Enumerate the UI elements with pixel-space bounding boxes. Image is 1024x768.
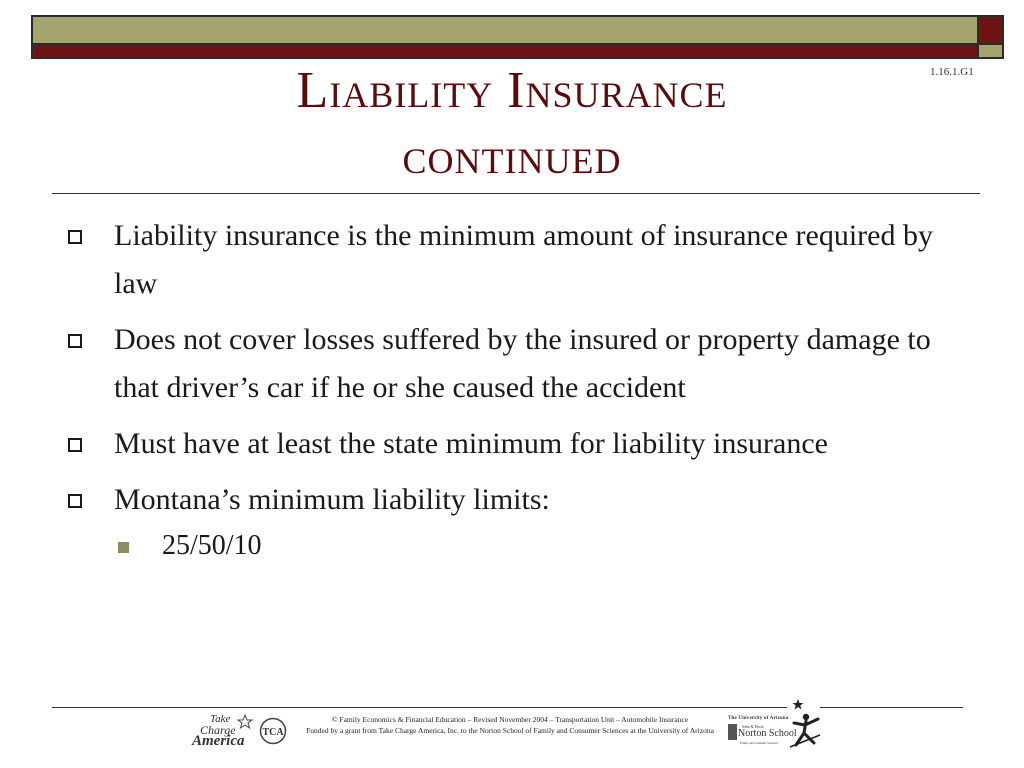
building-icon bbox=[728, 724, 737, 740]
header-bar-olive bbox=[31, 15, 979, 45]
norton-school-logo bbox=[728, 716, 797, 750]
footer-line2: Funded by a grant from Take Charge America, Inc. to the Norton School of Family and Consumer Sciences at the University of Arizona bbox=[306, 726, 714, 735]
logo-tca-line2: Charge bbox=[200, 723, 236, 737]
logo-circle-text: TCA bbox=[262, 727, 284, 738]
hollow-square-bullet-icon bbox=[68, 230, 82, 244]
title-divider bbox=[52, 193, 980, 194]
header-bar-red bbox=[31, 45, 979, 59]
header-corner-red bbox=[979, 15, 1004, 45]
bullet-text: Montana’s minimum liability limits: bbox=[114, 483, 550, 516]
bullet-item bbox=[62, 316, 982, 412]
hollow-square-bullet-icon bbox=[68, 438, 82, 452]
footer-credits bbox=[290, 714, 730, 736]
slide-title-line2: continued bbox=[402, 128, 622, 185]
slide-title bbox=[150, 58, 874, 190]
footer-line1: © Family Economics & Financial Education – Revised November 2004 – Transportation Unit – Automobile Insurance bbox=[331, 715, 689, 724]
logo-uofa-line3: Norton School bbox=[738, 728, 797, 739]
bullet-item bbox=[62, 212, 982, 308]
tca-star-icon bbox=[237, 714, 253, 730]
bullet-text: Liability insurance is the minimum amount of insurance required by law bbox=[114, 219, 933, 300]
footer-divider-right bbox=[820, 707, 963, 708]
tca-circle-logo-icon bbox=[259, 717, 287, 745]
slide-code: 1.16.1.G1 bbox=[930, 66, 974, 78]
logo-uofa-line4: Family and Consumer Sciences bbox=[740, 741, 778, 745]
slide-body bbox=[62, 212, 982, 566]
footer-divider-left bbox=[52, 707, 787, 708]
logo-uofa-line1: The University of Arizona bbox=[728, 716, 789, 721]
header-corner-olive bbox=[979, 45, 1004, 59]
hollow-square-bullet-icon bbox=[68, 334, 82, 348]
slide-title-line1: Liability Insurance bbox=[296, 62, 728, 119]
logo-tca-line3: America bbox=[192, 733, 245, 749]
bullet-text: Must have at least the state minimum for liability insurance bbox=[114, 427, 828, 460]
filled-square-bullet-icon bbox=[118, 542, 129, 553]
hollow-square-bullet-icon bbox=[68, 494, 82, 508]
bullet-item bbox=[62, 420, 982, 468]
logo-tca-line1: Take bbox=[210, 713, 231, 725]
bullet-text: Does not cover losses suffered by the insured or property damage to that driver’s car if he or she caused the accident bbox=[114, 323, 931, 404]
logo-uofa-line2: John & Doris bbox=[742, 724, 764, 729]
star-figure-logo-icon bbox=[784, 697, 824, 753]
sub-bullet-text: 25/50/10 bbox=[162, 530, 262, 561]
sub-bullet-item bbox=[62, 526, 982, 566]
bullet-item bbox=[62, 476, 982, 524]
